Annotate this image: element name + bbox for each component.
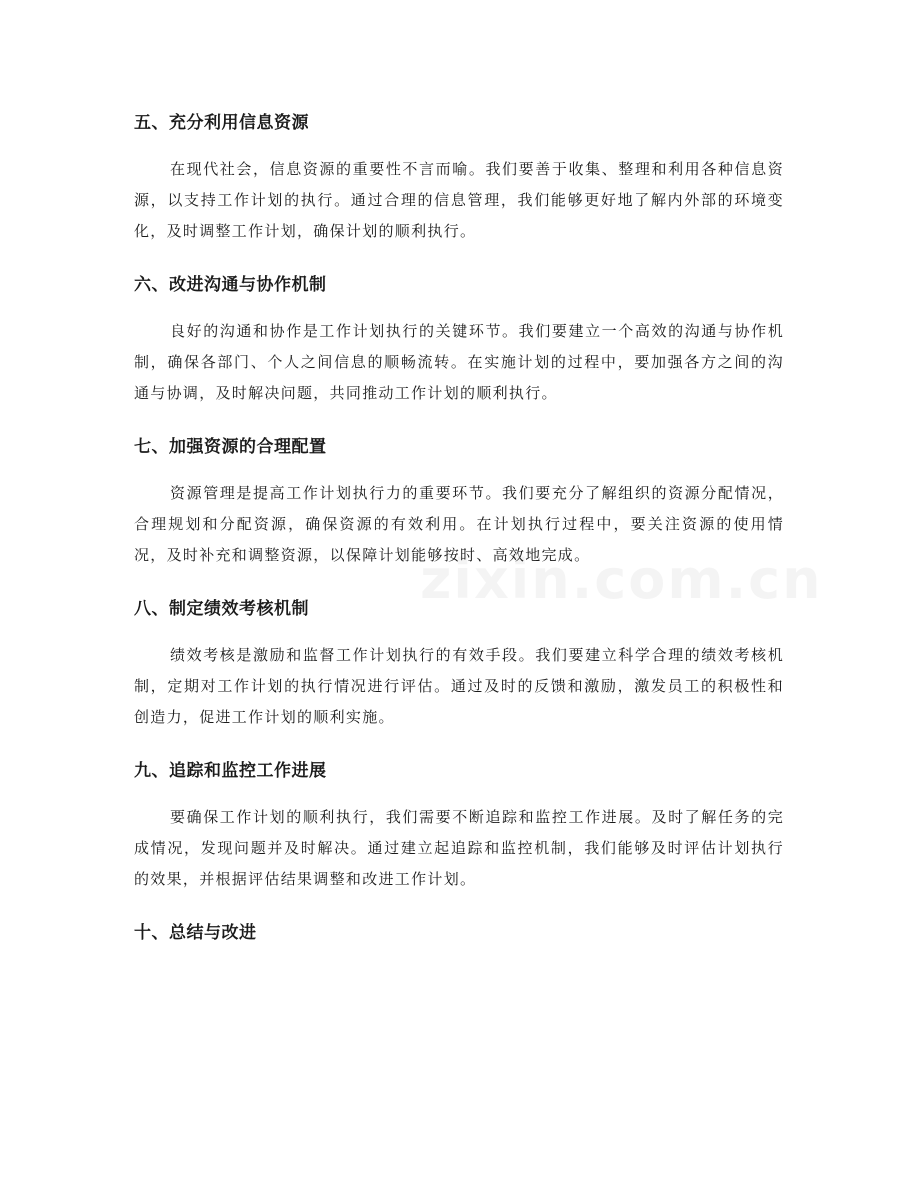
section-paragraph-8: 绩效考核是激励和监督工作计划执行的有效手段。我们要建立科学合理的绩效考核机制，定期对工作计划的执行情况进行评估。通过及时的反馈和激励，激发员工的积极性和创造力，促进工作计划的顺利实施。 xyxy=(134,646,784,726)
section-title-5: 五、充分利用信息资源 xyxy=(134,113,309,133)
section-title-6: 六、改进沟通与协作机制 xyxy=(134,275,327,295)
document-content xyxy=(134,108,784,964)
section-title-10: 十、总结与改进 xyxy=(134,923,257,943)
section-paragraph-9: 要确保工作计划的顺利执行，我们需要不断追踪和监控工作进展。及时了解任务的完成情况，发现问题并及时解决。通过建立起追踪和监控机制，我们能够及时评估计划执行的效果，并根据评估结果调整和改进工作计划。 xyxy=(134,808,784,888)
section-paragraph-7: 资源管理是提高工作计划执行力的重要环节。我们要充分了解组织的资源分配情况，合理规划和分配资源，确保资源的有效利用。在计划执行过程中，要关注资源的使用情况，及时补充和调整资源，以保障计划能够按时、高效地完成。 xyxy=(134,484,784,564)
section-paragraph-5: 在现代社会，信息资源的重要性不言而喻。我们要善于收集、整理和利用各种信息资源，以支持工作计划的执行。通过合理的信息管理，我们能够更好地了解内外部的环境变化，及时调整工作计划，确保计划的顺利执行。 xyxy=(134,160,784,240)
section-paragraph-6: 良好的沟通和协作是工作计划执行的关键环节。我们要建立一个高效的沟通与协作机制，确保各部门、个人之间信息的顺畅流转。在实施计划的过程中，要加强各方之间的沟通与协调，及时解决问题，共同推动工作计划的顺利执行。 xyxy=(134,322,784,402)
section-title-8: 八、制定绩效考核机制 xyxy=(134,599,309,619)
section-title-9: 九、追踪和监控工作进展 xyxy=(134,761,327,781)
section-title-7: 七、加强资源的合理配置 xyxy=(134,437,327,457)
